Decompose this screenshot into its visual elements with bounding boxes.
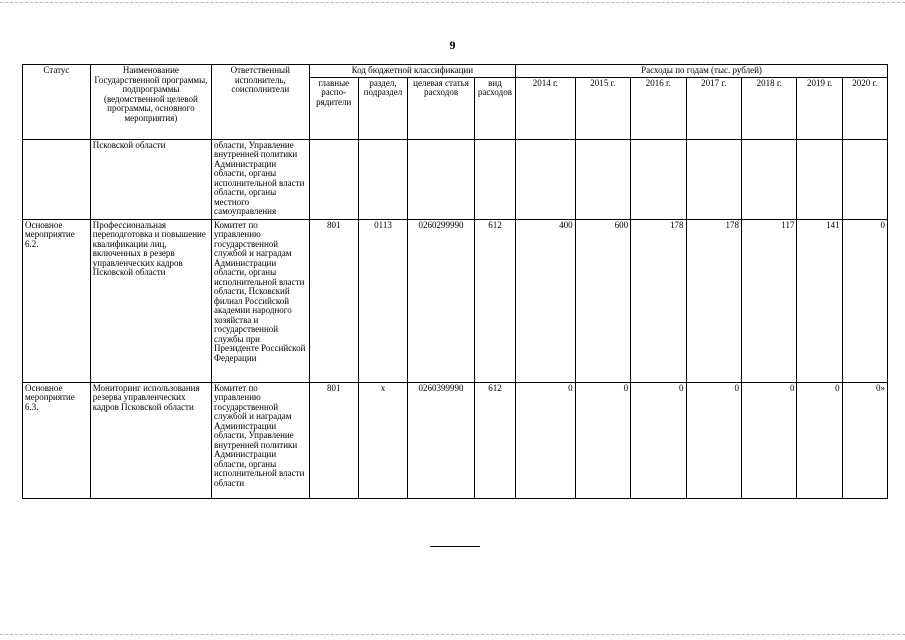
header-year: 2020 г. bbox=[842, 77, 887, 139]
header-year: 2017 г. bbox=[686, 77, 741, 139]
row-value: 117 bbox=[742, 219, 797, 382]
row-section bbox=[358, 139, 407, 219]
row-value: 0 bbox=[797, 382, 842, 498]
header-year: 2014 г. bbox=[516, 77, 576, 139]
row-status bbox=[23, 139, 91, 219]
row-name: Псковской области bbox=[90, 139, 211, 219]
header-year: 2018 г. bbox=[742, 77, 797, 139]
row-value: 600 bbox=[575, 219, 630, 382]
row-value: 0 bbox=[631, 382, 686, 498]
row-name: Профессиональная переподготовка и повышение квалификации лиц, включенных в резерв управленческих кадров Псковской области bbox=[90, 219, 211, 382]
row-value bbox=[575, 139, 630, 219]
budget-table bbox=[22, 64, 888, 499]
row-value bbox=[742, 139, 797, 219]
header-budget-code: Код бюджетной классификации bbox=[309, 65, 515, 78]
row-target: 0260299990 bbox=[408, 219, 475, 382]
header-main-managers: главные распо-рядители bbox=[309, 77, 358, 139]
row-executor: Комитет по управлению государственной службой и наградам Администрации области, Управление внутренней политики Администрации области, органы исполнительной власти области bbox=[211, 382, 309, 498]
row-section: 0113 bbox=[358, 219, 407, 382]
header-section: раздел, подраздел bbox=[358, 77, 407, 139]
row-value: 0 bbox=[842, 219, 887, 382]
scan-edge-bottom bbox=[0, 634, 905, 635]
row-target: 0260399990 bbox=[408, 382, 475, 498]
row-executor: Комитет по управлению государственной службой и наградам Администрации области, органы исполнительной власти области, Псковский филиал Российской академии народного хозяйства и государственной службы при Президенте Российской Федерации bbox=[211, 219, 309, 382]
header-name: Наименование Государственной программы, подпрограммы (ведомственной целевой программы, основного мероприятия) bbox=[90, 65, 211, 140]
row-value: 0 bbox=[516, 382, 576, 498]
table-row bbox=[23, 139, 888, 219]
header-expenses: Расходы по годам (тыс. рублей) bbox=[516, 65, 888, 78]
row-grbs: 801 bbox=[309, 382, 358, 498]
row-value: 0 bbox=[686, 382, 741, 498]
row-value bbox=[797, 139, 842, 219]
row-grbs bbox=[309, 139, 358, 219]
scan-edge-top bbox=[0, 2, 905, 3]
end-divider bbox=[430, 546, 480, 547]
row-value: 178 bbox=[686, 219, 741, 382]
row-name: Мониторинг использования резерва управленческих кадров Псковской области bbox=[90, 382, 211, 498]
row-value bbox=[516, 139, 576, 219]
row-value: 0 bbox=[575, 382, 630, 498]
row-value: 178 bbox=[631, 219, 686, 382]
row-section: х bbox=[358, 382, 407, 498]
header-expense-type: вид расходов bbox=[474, 77, 515, 139]
row-value bbox=[842, 139, 887, 219]
header-target-item: целевая статья расходов bbox=[408, 77, 475, 139]
header-year: 2015 г. bbox=[575, 77, 630, 139]
table-row bbox=[23, 219, 888, 382]
page-number: 9 bbox=[449, 38, 456, 52]
row-status: Основное мероприятие 6.3. bbox=[23, 382, 91, 498]
header-year: 2019 г. bbox=[797, 77, 842, 139]
row-value: 0» bbox=[842, 382, 887, 498]
row-type: 612 bbox=[474, 382, 515, 498]
row-value: 0 bbox=[742, 382, 797, 498]
row-type bbox=[474, 139, 515, 219]
row-value: 400 bbox=[516, 219, 576, 382]
row-value: 141 bbox=[797, 219, 842, 382]
row-type: 612 bbox=[474, 219, 515, 382]
header-executor: Ответственный исполнитель, соисполнители bbox=[211, 65, 309, 140]
row-value bbox=[631, 139, 686, 219]
row-grbs: 801 bbox=[309, 219, 358, 382]
row-status: Основное мероприятие 6.2. bbox=[23, 219, 91, 382]
header-year: 2016 г. bbox=[631, 77, 686, 139]
row-executor: области, Управление внутренней политики Администрации области, органы исполнительной власти области, органы местного самоуправления bbox=[211, 139, 309, 219]
row-value bbox=[686, 139, 741, 219]
row-target bbox=[408, 139, 475, 219]
header-status: Статус bbox=[23, 65, 91, 140]
table-row bbox=[23, 382, 888, 498]
